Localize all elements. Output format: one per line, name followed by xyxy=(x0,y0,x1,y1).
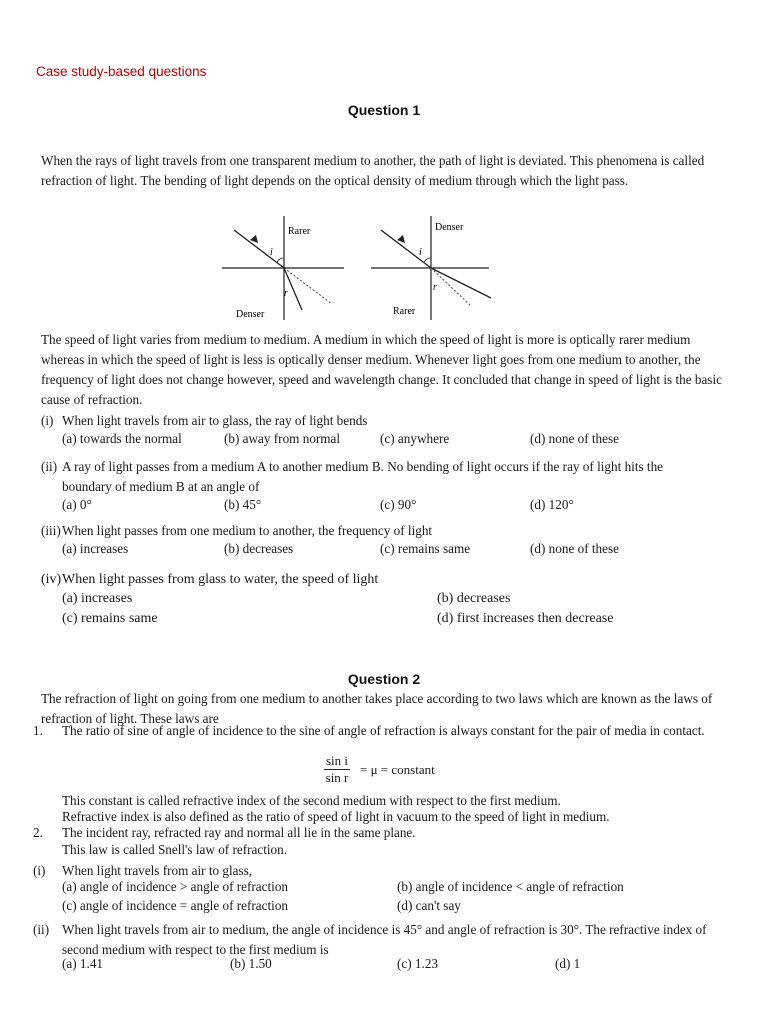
q2-i-num: (i) xyxy=(33,863,46,878)
q1-i-num: (i) xyxy=(41,413,54,428)
option[interactable]: (c) 1.23 xyxy=(397,956,439,971)
option[interactable]: (c) remains same xyxy=(62,611,158,626)
left-bottom-label: Denser xyxy=(236,309,265,320)
q2-law-1: The ratio of sine of angle of incidence to the sine of angle of refraction is always constant for the pair of media in contact. xyxy=(62,723,705,738)
option[interactable]: (d) none of these xyxy=(530,431,619,446)
left-i-label: i xyxy=(270,247,273,258)
equation-denominator: sin r xyxy=(325,770,349,785)
q1-paragraph-2: The speed of light varies from medium to medium. A medium in which the speed of light is more is optically rarer medium whereas in which the speed of light is less is optically denser medium. Whenever light goes from one medium to another, the frequency of light does not change however, speed and wavelength change. It concluded that change in speed of light is the basic cause of refraction. xyxy=(41,332,722,407)
option[interactable]: (a) increases xyxy=(62,591,133,606)
q1-ii-text: A ray of light passes from a medium A to another medium B. No bending of light occurs if the ray of light hits the boundary of medium B at an angle of xyxy=(62,459,664,494)
option[interactable]: (b) away from normal xyxy=(224,431,341,446)
option[interactable]: (c) remains same xyxy=(380,541,471,556)
q1-iv-options-row-1 xyxy=(62,591,722,611)
left-top-label: Rarer xyxy=(288,226,311,237)
q2-law-1-note-1: This constant is called refractive index of the second medium with respect to the first medium. xyxy=(62,793,561,808)
q1-intro: When the rays of light travels from one transparent medium to another, the path of light is deviated. This phenomena is called refraction of light. The bending of light depends on the optical density of medium through which the light pass. xyxy=(41,153,705,188)
option[interactable]: (a) 0° xyxy=(62,497,92,512)
refraction-diagram-left xyxy=(222,212,347,324)
option[interactable]: (a) 1.41 xyxy=(62,956,104,971)
q2-law-1-num: 1. xyxy=(33,723,43,738)
option[interactable]: (b) 45° xyxy=(224,497,262,512)
q1-ii-options xyxy=(62,497,722,517)
q1-iv-options-row-2 xyxy=(62,611,722,631)
option[interactable]: (a) increases xyxy=(62,541,129,556)
option[interactable]: (b) 1.50 xyxy=(230,956,272,971)
q1-iii-num: (iii) xyxy=(41,523,61,538)
right-top-label: Denser xyxy=(435,222,464,233)
right-r-label: r xyxy=(433,282,437,293)
question-2-title: Question 2 xyxy=(347,671,421,687)
q2-i-options-row-1 xyxy=(62,879,722,899)
q2-law-2-num: 2. xyxy=(33,825,43,840)
q1-i-options xyxy=(62,431,722,451)
equation-numerator: sin i xyxy=(326,753,349,768)
question-1-title: Question 1 xyxy=(347,102,421,118)
q1-iii-text: When light passes from one medium to another, the frequency of light xyxy=(62,523,433,538)
q2-law-2: The incident ray, refracted ray and normal all lie in the same plane. xyxy=(62,825,416,840)
left-r-label: r xyxy=(284,288,288,299)
q2-i-options-row-2 xyxy=(62,898,722,918)
q2-law-1-note-2: Refractive index is also defined as the ratio of speed of light in vacuum to the speed of light in medium. xyxy=(62,809,610,824)
q1-iii-options xyxy=(62,541,722,561)
q2-i-text: When light travels from air to glass, xyxy=(62,863,253,878)
q2-ii-options xyxy=(62,956,722,976)
q2-law-2-note: This law is called Snell's law of refraction. xyxy=(62,842,288,857)
q1-i-text: When light travels from air to glass, the ray of light bends xyxy=(62,413,368,428)
option[interactable]: (c) anywhere xyxy=(380,431,450,446)
equation-rest: = μ = constant xyxy=(360,762,435,777)
page-heading: Case study-based questions xyxy=(36,64,207,79)
option[interactable]: (a) towards the normal xyxy=(62,431,182,446)
option[interactable]: (d) none of these xyxy=(530,541,619,556)
option[interactable]: (b) decreases xyxy=(437,591,511,606)
option[interactable]: (b) decreases xyxy=(224,541,294,556)
q2-ii-text: When light travels from air to medium, the angle of incidence is 45° and angle of refraction is 30°. The refractive index of second medium with respect to the first medium is xyxy=(62,922,707,957)
option[interactable]: (a) angle of incidence > angle of refraction xyxy=(62,879,289,894)
snell-equation-fraction xyxy=(324,753,350,786)
option[interactable]: (c) 90° xyxy=(380,497,417,512)
right-bottom-label: Rarer xyxy=(393,306,416,317)
right-i-label: i xyxy=(419,247,422,258)
option[interactable]: (d) 120° xyxy=(530,497,574,512)
refraction-diagram-right xyxy=(371,212,496,324)
q2-ii-num: (ii) xyxy=(33,922,50,937)
q2-intro: The refraction of light on going from one medium to another takes place according to two laws which are known as the laws of refraction of light. These laws are xyxy=(41,691,713,726)
option[interactable]: (b) angle of incidence < angle of refraction xyxy=(397,879,624,894)
option[interactable]: (d) 1 xyxy=(555,956,581,971)
option[interactable]: (d) can't say xyxy=(397,898,461,913)
q1-iv-text: When light passes from glass to water, the speed of light xyxy=(62,572,379,587)
q1-iv-num: (iv) xyxy=(41,572,62,587)
option[interactable]: (d) first increases then decrease xyxy=(437,611,614,626)
q1-ii-num: (ii) xyxy=(41,459,58,474)
option[interactable]: (c) angle of incidence = angle of refraction xyxy=(62,898,289,913)
